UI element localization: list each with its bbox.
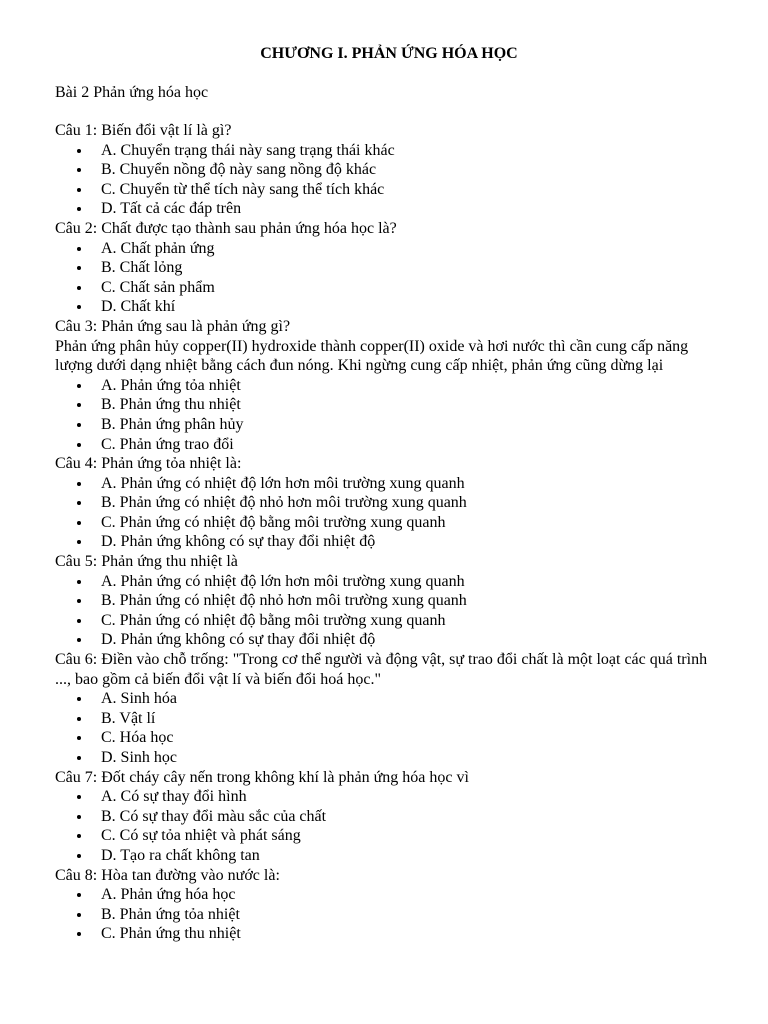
answer-option: B. Vật lí [55,709,715,729]
question-body: Phản ứng phân hủy copper(II) hydroxide thành copper(II) oxide và hơi nước thì cần cung cấp năng lượng dưới dạng nhiệt bằng cách đun nóng. Khi ngừng cung cấp nhiệt, phản ứng cũng dừng lại [55,337,689,375]
answer-option: A. Chất phản ứng [55,239,715,259]
answer-option: D. Chất khí [55,297,715,317]
answer-option: B. Chất lỏng [55,258,715,278]
answer-options [55,474,715,552]
answer-option: C. Hóa học [55,728,715,748]
answer-options [55,885,715,944]
question-block [55,866,715,944]
answer-options [55,689,715,767]
answer-options [55,787,715,865]
question-block [55,317,715,454]
question-block [55,650,715,768]
answer-option: C. Phản ứng trao đổi [55,435,715,455]
question-list [55,121,715,944]
answer-option: B. Phản ứng thu nhiệt [55,395,715,415]
answer-option: B. Phản ứng có nhiệt độ nhỏ hơn môi trường xung quanh [55,591,715,611]
answer-option: D. Tất cả các đáp trên [55,199,715,219]
question-block [55,552,715,650]
answer-option: A. Chuyển trạng thái này sang trạng thái khác [55,141,715,161]
page-title: CHƯƠNG I. PHẢN ỨNG HÓA HỌC [260,45,518,62]
answer-option: A. Sinh hóa [55,689,715,709]
question-block [55,768,715,866]
answer-option: C. Phản ứng có nhiệt độ bằng môi trường xung quanh [55,513,715,533]
answer-option: C. Chất sản phẩm [55,278,715,298]
question-text: Câu 6: Điền vào chỗ trống: "Trong cơ thể người và động vật, sự trao đổi chất là một loạt các quá trình ..., bao gồm cả biến đổi vật lí và biến đổi hoá học." [55,651,708,688]
answer-option: A. Phản ứng có nhiệt độ lớn hơn môi trường xung quanh [55,572,715,592]
answer-option: B. Phản ứng có nhiệt độ nhỏ hơn môi trường xung quanh [55,493,715,513]
answer-option: D. Sinh học [55,748,715,768]
answer-option: A. Phản ứng có nhiệt độ lớn hơn môi trường xung quanh [55,474,715,494]
question-text: Câu 5: Phản ứng thu nhiệt là [55,553,238,571]
answer-option: A. Có sự thay đổi hình [55,787,715,807]
lesson-subtitle: Bài 2 Phản ứng hóa học [55,84,209,101]
answer-options [55,376,715,454]
question-text: Câu 1: Biến đổi vật lí là gì? [55,122,232,139]
answer-options [55,572,715,650]
answer-option: C. Có sự tỏa nhiệt và phát sáng [55,826,715,846]
answer-option: A. Phản ứng hóa học [55,885,715,905]
question-text: Câu 8: Hòa tan đường vào nước là: [55,866,280,884]
answer-option: A. Phản ứng tỏa nhiệt [55,376,715,396]
question-text: Câu 7: Đốt cháy cây nến trong không khí là phản ứng hóa học vì [55,768,469,786]
answer-option: D. Phản ứng không có sự thay đổi nhiệt độ [55,532,715,552]
answer-option: B. Chuyển nồng độ này sang nồng độ khác [55,160,715,180]
question-block [55,121,715,219]
question-block [55,219,715,317]
answer-option: B. Phản ứng tỏa nhiệt [55,905,715,925]
answer-option: C. Phản ứng thu nhiệt [55,924,715,944]
answer-option: D. Tạo ra chất không tan [55,846,715,866]
answer-options [55,239,715,317]
answer-option: B. Phản ứng phân hủy [55,415,715,435]
question-block [55,454,715,552]
question-text: Câu 2: Chất được tạo thành sau phản ứng hóa học là? [55,219,397,237]
answer-option: C. Phản ứng có nhiệt độ bằng môi trường xung quanh [55,611,715,631]
question-text: Câu 3: Phản ứng sau là phản ứng gì? [55,317,291,335]
answer-option: B. Có sự thay đổi màu sắc của chất [55,807,715,827]
answer-option: D. Phản ứng không có sự thay đổi nhiệt độ [55,630,715,650]
answer-option: C. Chuyển từ thể tích này sang thể tích khác [55,180,715,200]
question-text: Câu 4: Phản ứng tỏa nhiệt là: [55,455,242,473]
answer-options [55,141,715,219]
